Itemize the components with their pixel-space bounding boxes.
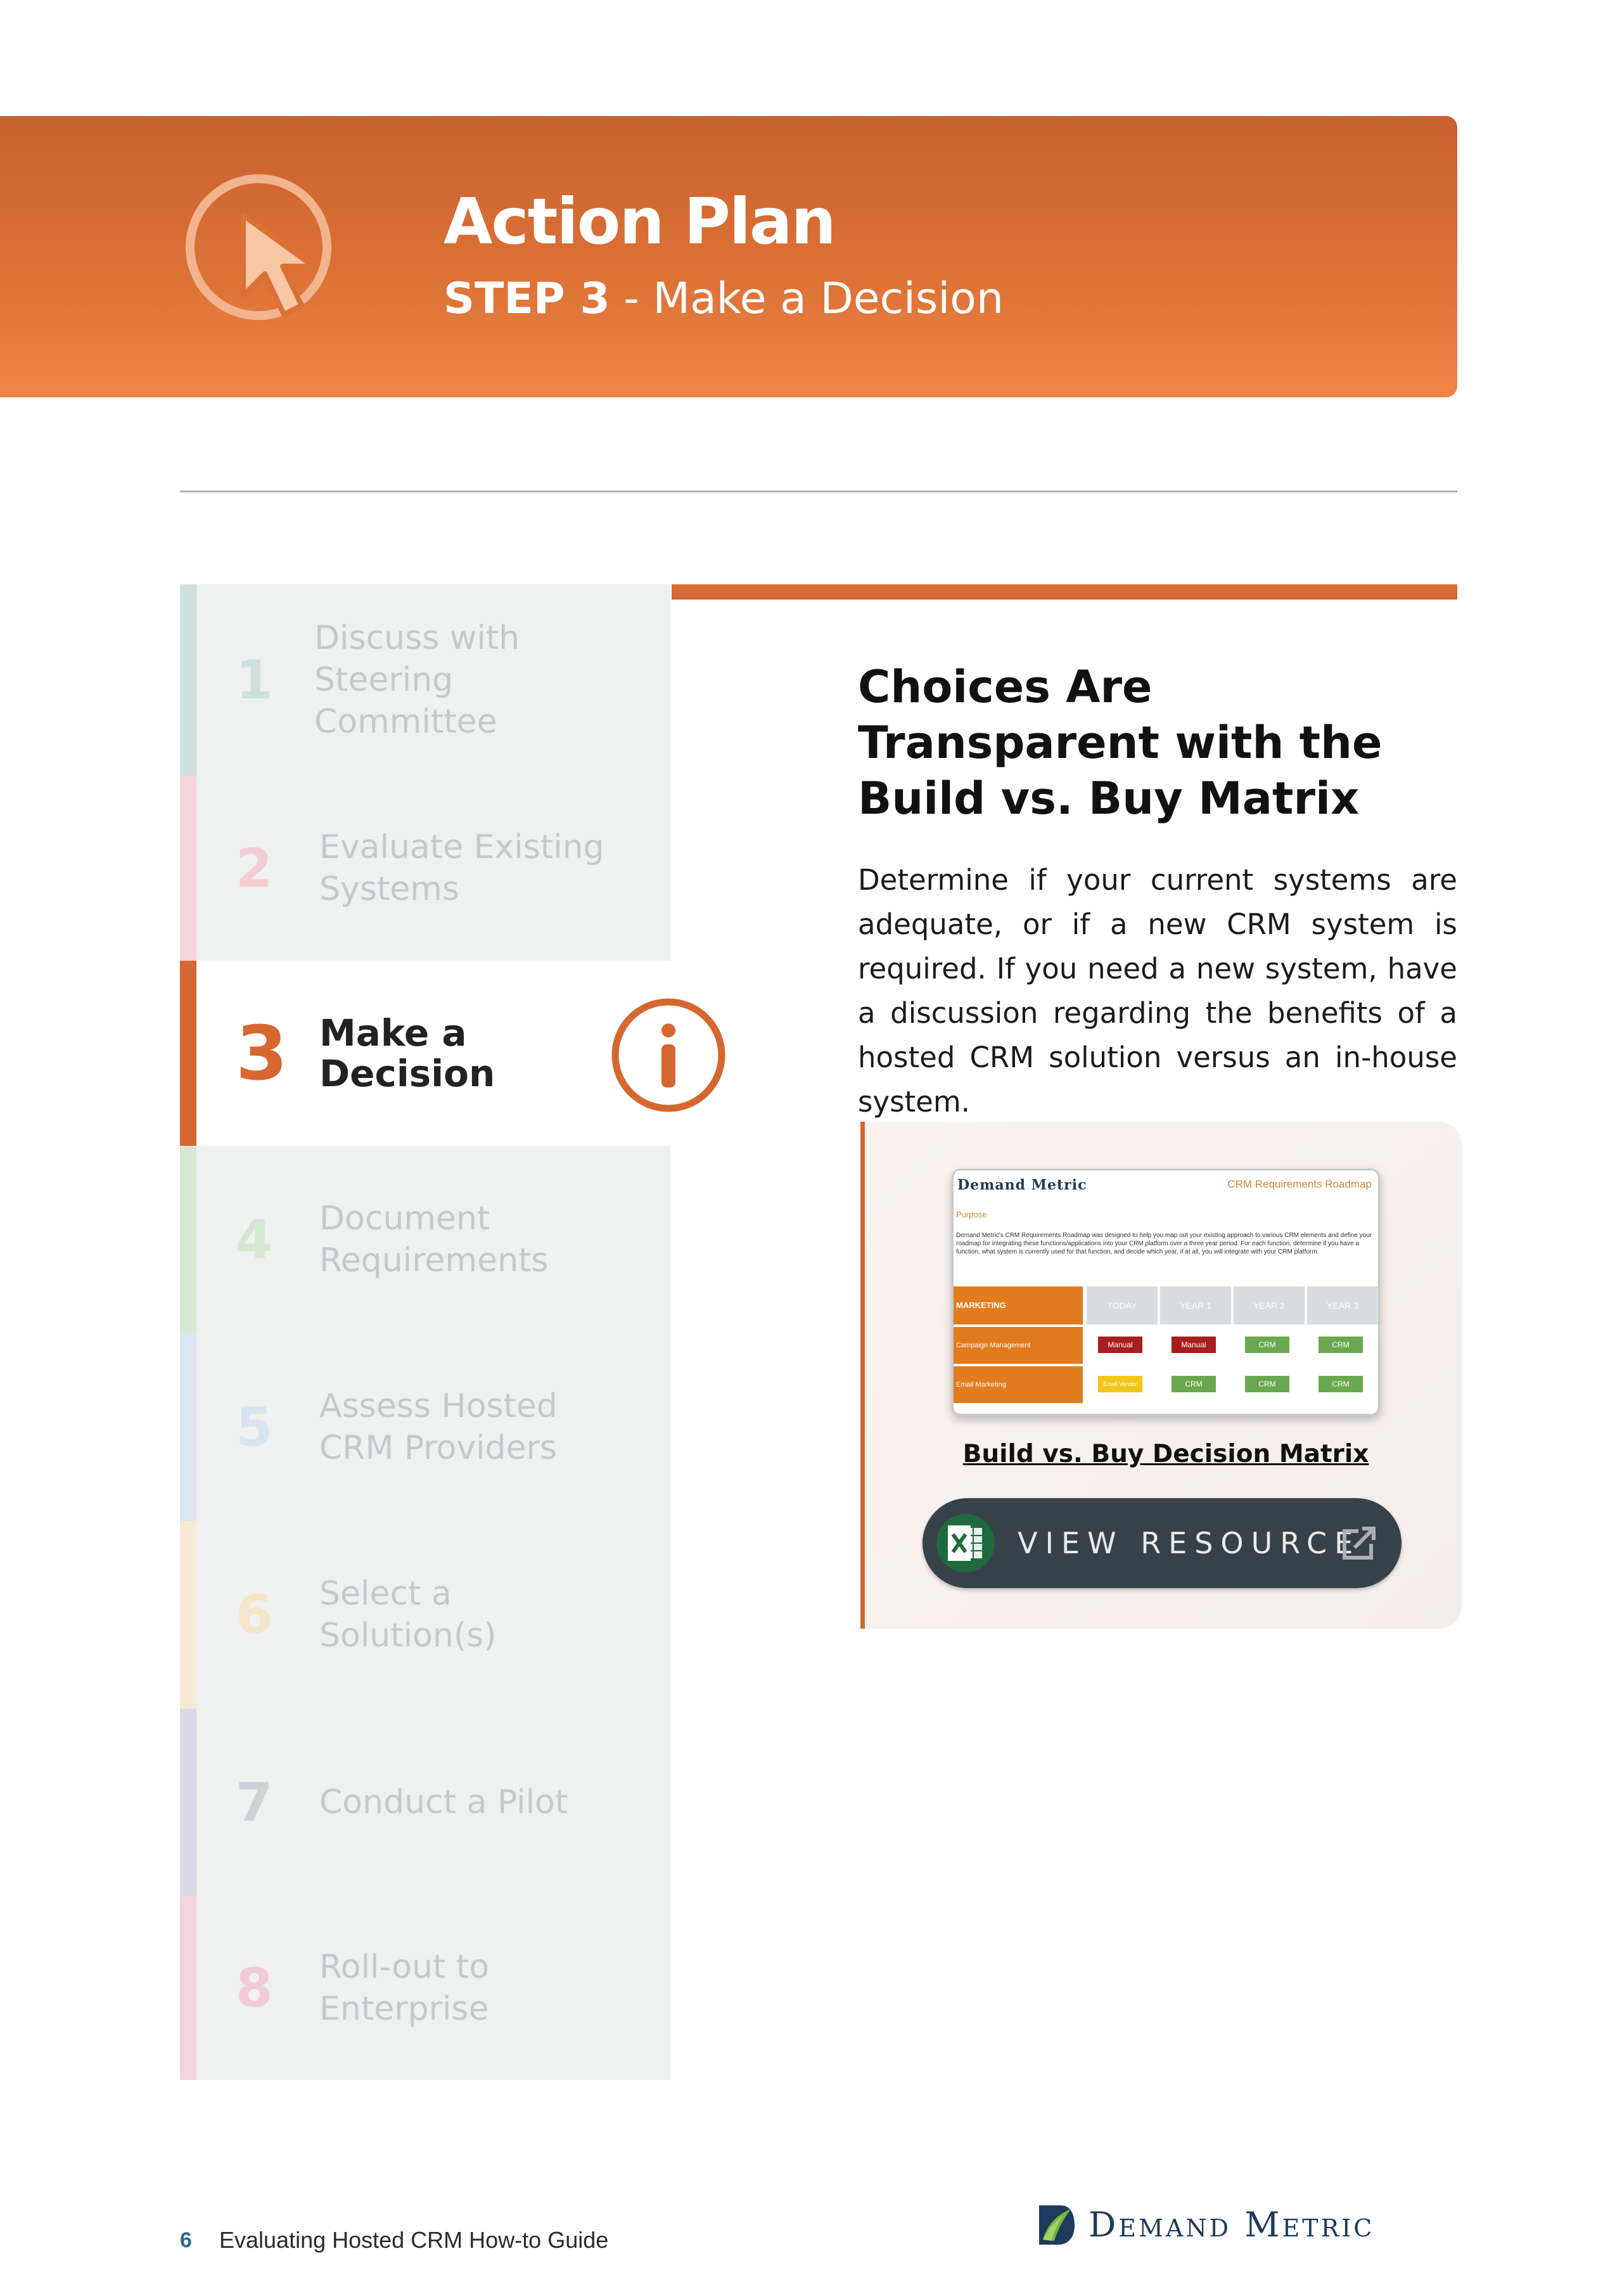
step-number: 4 [236, 1209, 273, 1271]
step-item-2[interactable] [180, 776, 670, 961]
thumbnail-column-header: YEAR 3 [1307, 1286, 1378, 1324]
info-circle-icon[interactable] [610, 996, 727, 1114]
page-title: Action Plan [444, 184, 835, 259]
thumbnail-cell [1234, 1330, 1297, 1359]
section-divider [180, 491, 1457, 492]
resource-thumbnail[interactable] [952, 1169, 1380, 1416]
step-number: 1 [236, 649, 273, 711]
thumbnail-chip: CRM [1319, 1337, 1363, 1353]
step-label: Assess Hosted CRM Providers [319, 1387, 558, 1467]
step-number: 6 [236, 1584, 273, 1646]
excel-icon [936, 1514, 995, 1572]
brand-logo [1035, 2203, 1459, 2254]
step-item-4[interactable] [180, 1146, 670, 1333]
step-label: Make a Decision [319, 1011, 495, 1095]
step-number: 8 [236, 1957, 273, 2019]
thumbnail-section-header: MARKETING [954, 1286, 1083, 1324]
step-label: Select a Solution(s) [319, 1575, 497, 1655]
step-label: Evaluate Existing Systems [319, 828, 604, 908]
demand-metric-logo-icon [1035, 2203, 1077, 2247]
step-item-5[interactable] [180, 1333, 670, 1521]
step-accent-bar [180, 584, 196, 776]
thumbnail-chip: CRM [1172, 1376, 1216, 1392]
step-label: Roll-out to Enterprise [319, 1948, 490, 2028]
step-item-8[interactable] [180, 1896, 670, 2080]
guide-title: Evaluating Hosted CRM How-to Guide [219, 2227, 609, 2253]
thumbnail-cell [1087, 1369, 1150, 1399]
thumbnail-cell [1160, 1330, 1223, 1359]
view-resource-label: VIEW RESOURCE [1018, 1526, 1361, 1560]
thumbnail-chip: CRM [1245, 1337, 1289, 1353]
thumbnail-row-label: Email Marketing [954, 1366, 1083, 1403]
step-label: Conduct a Pilot [319, 1783, 568, 1821]
step-name-label: - Make a Decision [610, 274, 1004, 324]
external-link-icon [1339, 1526, 1377, 1562]
step-accent-bar [180, 1709, 196, 1896]
view-resource-button[interactable] [923, 1498, 1402, 1588]
thumbnail-logo: Demand Metric [957, 1177, 1087, 1193]
thumbnail-column-header: YEAR 1 [1160, 1286, 1231, 1324]
step-item-7[interactable] [180, 1709, 670, 1896]
thumbnail-chip: Email Vendor [1098, 1376, 1142, 1392]
step-number: 3 [236, 1010, 288, 1097]
step-accent-bar [180, 961, 196, 1146]
thumbnail-cell [1160, 1369, 1223, 1399]
thumbnail-column-header: YEAR 2 [1234, 1286, 1305, 1324]
thumbnail-cell [1307, 1369, 1370, 1399]
step-accent-bar [180, 1333, 196, 1521]
step-accent-bar [180, 1896, 196, 2080]
thumbnail-purpose-text: Demand Metric's CRM Requirements Roadmap was designed to help you map out your existing approach to various CRM elements and define your roadmap for integrating these functions/applications into your CRM platform over a three year period. For each function, determine if you have a function, what system is currently used for that function, and decide which year, if at all, you will integrate with your CRM platform. [956, 1232, 1372, 1255]
step-accent-bar [180, 1146, 196, 1333]
cursor-click-icon [182, 171, 347, 336]
thumbnail-chip: Manual [1172, 1337, 1216, 1353]
step-item-6[interactable] [180, 1521, 670, 1709]
step-label: Discuss with Steering Committee [314, 619, 520, 741]
step-number: 7 [236, 1771, 273, 1833]
thumbnail-column-header: TODAY [1087, 1286, 1158, 1324]
article-title: Choices Are Transparent with the Build vs. Buy Matrix [858, 661, 1383, 824]
step-number: 2 [236, 837, 273, 899]
thumbnail-chip: CRM [1245, 1376, 1289, 1392]
step-number-label: STEP 3 [444, 274, 610, 324]
thumbnail-row-label: Campaign Management [954, 1327, 1083, 1364]
brand-name: Demand Metric [1089, 2205, 1375, 2245]
step-item-1[interactable] [180, 584, 670, 776]
article-body: Determine if your current systems are adequate, or if a new CRM system is required. If you need a new system, have a discussion regarding the benefits of a hosted CRM solution versus an in-house system. [858, 863, 1457, 1119]
resource-title-link[interactable]: Build vs. Buy Decision Matrix [962, 1440, 1369, 1468]
thumbnail-cell [1307, 1330, 1370, 1359]
page-subtitle [444, 274, 1004, 324]
thumbnail-chip: CRM [1319, 1376, 1363, 1392]
page-number: 6 [180, 2228, 192, 2252]
step-accent-bar [180, 1521, 196, 1709]
thumbnail-purpose-label: Purpose [956, 1210, 987, 1219]
thumbnail-cell [1234, 1369, 1297, 1399]
step-label: Document Requirements [319, 1200, 549, 1279]
step-item-3[interactable] [180, 961, 670, 1146]
step-accent-bar [180, 776, 196, 961]
thumbnail-chip: Manual [1098, 1337, 1142, 1353]
thumbnail-cell [1087, 1330, 1150, 1359]
article-accent-bar [672, 584, 1457, 600]
step-number: 5 [236, 1396, 273, 1458]
thumbnail-heading: CRM Requirements Roadmap [1227, 1178, 1372, 1190]
step-list [180, 584, 670, 2080]
